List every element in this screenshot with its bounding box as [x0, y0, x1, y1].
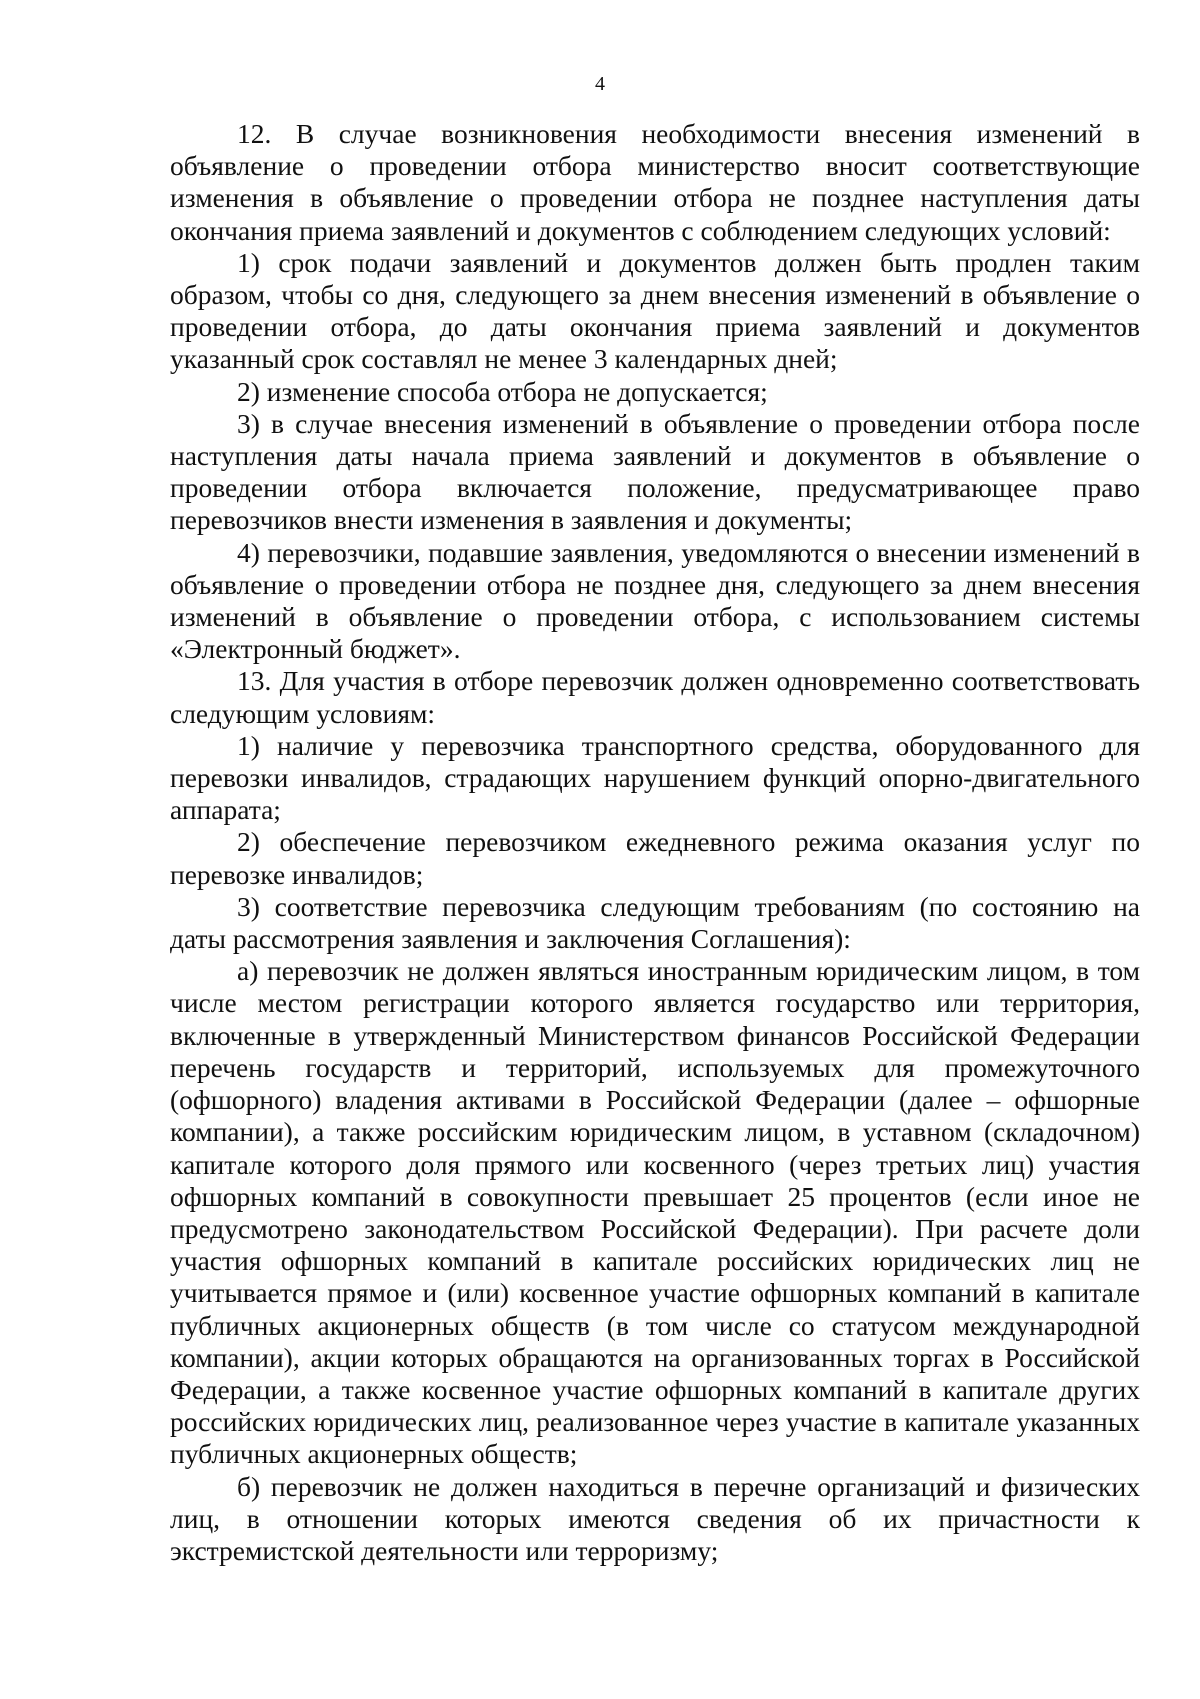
paragraph-13-item-3-b: б) перевозчик не должен находиться в перечне организаций и физических лиц, в отношении которых имеются сведения об их причастности к экстремистской деятельности или терроризму;: [170, 1470, 1140, 1566]
paragraph-12-item-4: 4) перевозчики, подавшие заявления, уведомляются о внесении изменений в объявление о проведении отбора не позднее дня, следующего за днем внесения изменений в объявление о проведении отбора, с использованием системы «Электронный бюджет».: [170, 536, 1140, 665]
paragraph-13-item-3-a: а) перевозчик не должен являться иностранным юридическим лицом, в том числе местом регистрации которого является государство или территория, включенные в утвержденный Министерством финансов Российской Федерации перечень государств и территорий, используемых для промежуточного (офшорного) владения активами в Российской Федерации (далее – офшорные компании), а также российским юридическим лицом, в уставном (складочном) капитале которого доля прямого или косвенного (через третьих лиц) участия офшорных компаний в совокупности превышает 25 процентов (если иное не предусмотрено законодательством Российской Федерации). При расчете доли участия офшорных компаний в капитале российских юридических лиц не учитывается прямое и (или) косвенное участие офшорных компаний в капитале публичных акционерных обществ (в том числе со статусом международной компании), акции которых обращаются на организованных торгах в Российской Федерации, а также косвенное участие офшорных компаний в капитале других российских юридических лиц, реализованное через участие в капитале указанных публичных акционерных обществ;: [170, 955, 1140, 1470]
paragraph-12-item-1: 1) срок подачи заявлений и документов должен быть продлен таким образом, чтобы со дня, следующего за днем внесения изменений в объявление о проведении отбора, до даты окончания приема заявлений и документов указанный срок составлял не менее 3 календарных дней;: [170, 246, 1140, 375]
paragraph-12-item-2: 2) изменение способа отбора не допускается;: [237, 375, 768, 407]
paragraph-13-item-1: 1) наличие у перевозчика транспортного средства, оборудованного для перевозки инвалидов, страдающих нарушением функций опорно-двигательного аппарата;: [170, 729, 1140, 826]
paragraph-12: 12. В случае возникновения необходимости внесения изменений в объявление о проведении отбора министерство вносит соответствующие изменения в объявление о проведении отбора не позднее наступления даты окончания приема заявлений и документов с соблюдением следующих условий:: [170, 118, 1140, 246]
paragraph-13-item-2: 2) обеспечение перевозчиком ежедневного режима оказания услуг по перевозке инвалидов;: [170, 826, 1140, 890]
page-number: 4: [595, 73, 605, 95]
paragraph-13-item-3: 3) соответствие перевозчика следующим требованиям (по состоянию на даты рассмотрения заявления и заключения Соглашения):: [170, 890, 1140, 955]
document-body: [170, 118, 1140, 1567]
paragraph-13: 13. Для участия в отборе перевозчик должен одновременно соответствовать следующим условиям:: [170, 665, 1140, 729]
paragraph-12-item-3: 3) в случае внесения изменений в объявление о проведении отбора после наступления даты начала приема заявлений и документов в объявление о проведении отбора включается положение, предусматривающее право перевозчиков внести изменения в заявления и документы;: [170, 407, 1140, 536]
